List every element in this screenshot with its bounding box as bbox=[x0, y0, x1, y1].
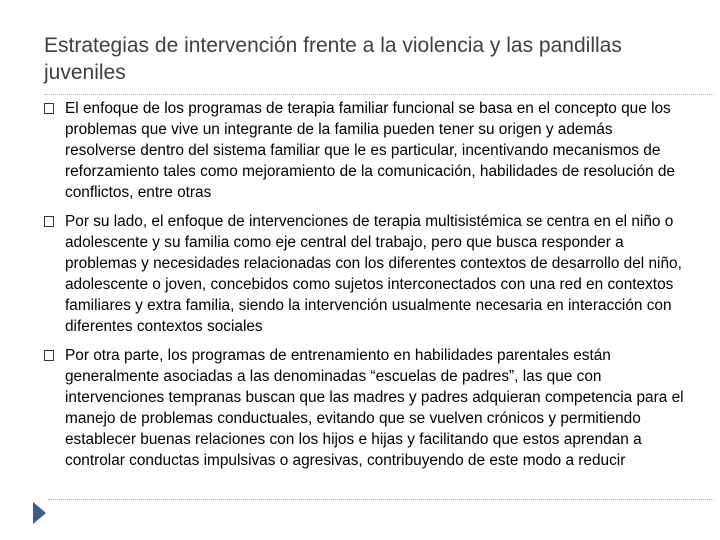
bullet-text: El enfoque de los programas de terapia familiar funcional se basa en el concepto que los problemas que vive un integrante de la familia pueden tener su origen y además resolverse dentro del sistema familiar que le es particular, incentivando mecanismos de reforzamiento tales como mejoramiento de la comunicación, habilidades de resolución de conflictos, entre otras bbox=[65, 100, 675, 201]
empty-square-bullet-icon bbox=[44, 103, 54, 114]
bullet-item bbox=[44, 211, 684, 337]
footer-divider bbox=[48, 499, 714, 500]
bullet-text: Por su lado, el enfoque de intervenciones de terapia multisistémica se centra en el niño o adolescente y su familia como eje central del trabajo, pero que busca responder a problemas y necesidades relacionadas con los diferentes contextos de desarrollo del niño, adolescente o joven, concebidos como sujetos interconectados con una red en contextos familiares y extra familia, siendo la intervención usualmente necesaria en interacción con diferentes contextos sociales bbox=[65, 213, 682, 335]
empty-square-bullet-icon bbox=[44, 350, 54, 361]
slide-title: Estrategias de intervención frente a la violencia y las pandillas juveniles bbox=[44, 34, 622, 84]
bullet-list bbox=[44, 98, 684, 479]
empty-square-bullet-icon bbox=[44, 216, 54, 227]
bullet-item bbox=[44, 98, 684, 203]
triangle-arrow-icon bbox=[33, 502, 46, 524]
bullet-item bbox=[44, 345, 684, 471]
title-divider bbox=[44, 94, 714, 95]
bullet-text: Por otra parte, los programas de entrenamiento en habilidades parentales están generalmente asociadas a las denominadas “escuelas de padres”, las que con intervenciones tempranas buscan que las madres y padres adquieran competencia para el manejo de problemas conductuales, evitando que se vuelven crónicos y permitiendo establecer buenas relaciones con los hijos e hijas y facilitando que estos aprendan a controlar conductas impulsivas o agresivas, contribuyendo de este modo a reducir bbox=[65, 347, 684, 469]
